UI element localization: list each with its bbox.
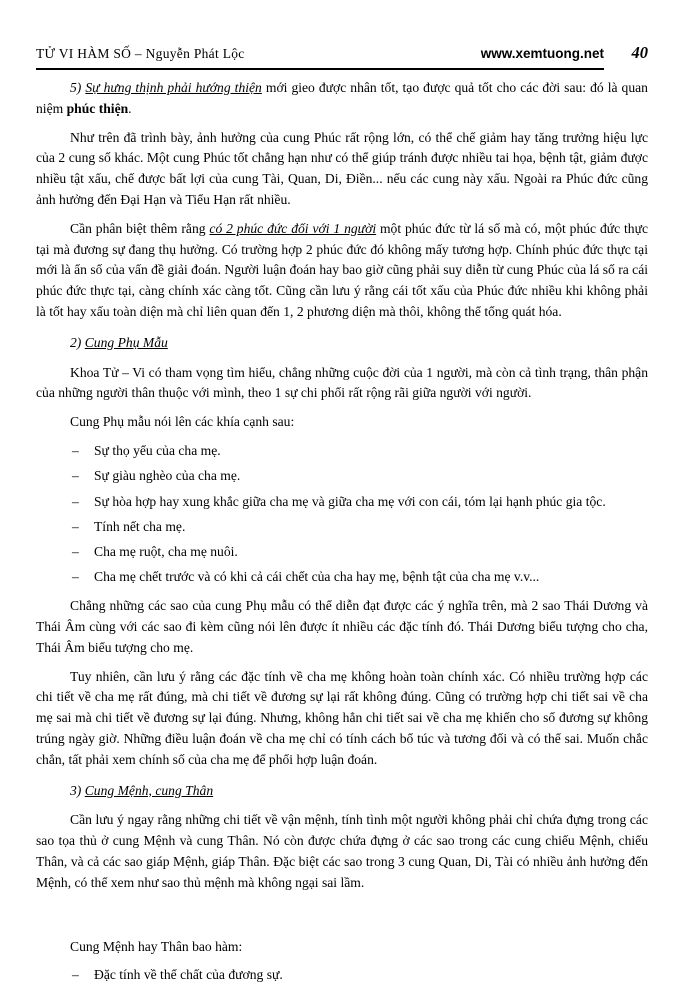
page-number: 40 bbox=[631, 43, 648, 62]
list-item bbox=[36, 441, 648, 462]
section-title: Cung Mệnh, cung Thân bbox=[84, 782, 214, 798]
dash-bullet: – bbox=[72, 442, 79, 458]
paragraph-text: một phúc đức từ lá số mà có, một phúc đức thực tại mà đương sự đang thụ hưởng. Có trường hợp 2 phúc đức đó không mấy tương hợp. Chính phúc đức thực tại mới là ẩn số của vấn đề giải đoán. Người luận đoán hay bao giờ cũng phải suy diễn từ cung Phúc của lá số ra cái phúc đức thực tại, càng chính xác càng tốt. Cũng cần lưu ý rằng cái tốt xấu của Phúc đức nhiều khi không phải là tốt hay xấu toàn diện mà chỉ liên quan đến 1, 2 phương diện mà thôi, không thể tổng quát hóa. bbox=[36, 220, 648, 319]
page-header bbox=[36, 0, 648, 63]
list-item bbox=[36, 492, 648, 513]
header-divider bbox=[36, 68, 604, 70]
paragraph-phan-biet bbox=[36, 219, 648, 323]
paragraph-nhu-tren: Như trên đã trình bày, ảnh hưởng của cung Phúc rất rộng lớn, có thể chế giảm hay tăng trưởng hiệu lực của 2 cung số khác. Một cung Phúc tốt chẳng hạn như có thể giúp tránh được nhiều tai họa, bệnh tật, giảm được nhiều tật xấu, chế được bất lợi của cung Tài, Quan, Di, Điền... nếu các cung này xấu. Ngoài ra Phúc đức cũng ảnh hưởng đến Đại Hạn và Tiểu Hạn rất nhiều. bbox=[36, 129, 648, 207]
paragraph-text: Cần phân biệt thêm rằng bbox=[70, 220, 210, 236]
page-body bbox=[36, 78, 648, 986]
paragraph-khoa-tu-vi: Khoa Tử – Vi có tham vọng tìm hiểu, chẳng những cuộc đời của 1 người, mà còn cả tình trạng, thân phận của những người thân thuộc với mình, theo 1 sự chi phối rất rộng rãi giữa người với người. bbox=[36, 364, 648, 401]
paragraph-text: mới gieo được nhân tốt, tạo được quả tốt cho các đời sau: đó là quan niệm bbox=[36, 80, 648, 116]
list-item-text: Đặc tính về thể chất của đương sự. bbox=[94, 967, 283, 983]
paragraph-khia-canh: Cung Phụ mẫu nói lên các khía cạnh sau: bbox=[70, 414, 295, 430]
list-item-text: Sự thọ yểu của cha mẹ. bbox=[94, 442, 221, 458]
list-item bbox=[36, 517, 648, 538]
section-number: 2) bbox=[70, 334, 85, 350]
list-item-text: Tính nết cha mẹ. bbox=[94, 518, 186, 534]
section-heading-phu-mau bbox=[36, 333, 648, 354]
list-item-text: Cha mẹ chết trước và có khi cả cái chết của cha hay mẹ, bệnh tật của cha mẹ v.v... bbox=[94, 569, 540, 585]
list-item bbox=[36, 466, 648, 487]
emphasized-phrase: có 2 phúc đức đối với 1 người bbox=[209, 220, 377, 236]
paragraph-text: . bbox=[128, 100, 132, 116]
list-item-text: Sự hòa hợp hay xung khắc giữa cha mẹ và giữa cha mẹ với con cái, tóm lại hạnh phúc gia tộc. bbox=[94, 493, 606, 509]
dash-bullet: – bbox=[72, 544, 79, 560]
bold-term: phúc thiện bbox=[66, 100, 129, 116]
phu-mau-aspect-list bbox=[36, 441, 648, 588]
item-number: 5) bbox=[70, 80, 86, 95]
list-item bbox=[36, 567, 648, 588]
section-heading-menh-than bbox=[36, 781, 648, 802]
dash-bullet: – bbox=[72, 468, 79, 484]
dash-bullet: – bbox=[72, 569, 79, 585]
dash-bullet: – bbox=[72, 493, 79, 509]
section-number: 3) bbox=[70, 782, 85, 798]
dash-bullet: – bbox=[72, 518, 79, 534]
list-item-text: Sự giàu nghèo của cha mẹ. bbox=[94, 468, 241, 484]
paragraph-tuy-nhien: Tuy nhiên, cần lưu ý rằng các đặc tính về cha mẹ không hoàn toàn chính xác. Có nhiều trường hợp các chi tiết về cha mẹ rất đúng, mà chi tiết về đương sự lại rất không đúng. Cũng có trường hợp chi tiết sai về cha mẹ sai mà chi tiết về đương sự lại đúng. Nhưng, không hẳn chi tiết sai về cha mẹ khiến cho số đương sự không trúng ngày giờ. Những điều luận đoán về cha mẹ chỉ có tính cách bổ túc và tương đối và có thể sai. Muốn chắc chắn, tất phải xem chính số của cha mẹ để phối hợp luận đoán. bbox=[36, 668, 648, 767]
section-title: Cung Phụ Mẫu bbox=[84, 334, 168, 350]
paragraph-can-luu-y: Cần lưu ý ngay rằng những chi tiết về vận mệnh, tính tình một người không phải chỉ chứa đựng trong các sao tọa thủ ở cung Mệnh và cung Thân. Nó còn được chứa đựng ở các sao trong các cung chiếu Mệnh, chiếu Thân, và cả các sao giáp Mệnh, giáp Thân. Đặc biệt các sao trong 3 cung Quan, Di, Tài có nhiều ảnh hưởng đến Mệnh, có thể xem như sao thủ mệnh mà không ngại sai lầm. bbox=[36, 812, 648, 890]
emphasized-phrase: Sự hưng thịnh phải hướng thiện bbox=[85, 80, 262, 95]
book-title: TỬ VI HÀM SỐ – Nguyễn Phát Lộc bbox=[36, 46, 245, 61]
paragraph-bao-ham: Cung Mệnh hay Thân bao hàm: bbox=[70, 938, 243, 954]
dash-bullet: – bbox=[72, 967, 79, 983]
list-item-text: Cha mẹ ruột, cha mẹ nuôi. bbox=[94, 544, 238, 560]
menh-than-list bbox=[36, 965, 648, 986]
list-item bbox=[36, 965, 648, 986]
paragraph-hung-thinh bbox=[36, 78, 648, 120]
paragraph-chang-nhung: Chẳng những các sao của cung Phụ mẫu có thể diễn đạt được các ý nghĩa trên, mà 2 sao Thái Dương và Thái Âm cùng với các sao đi kèm cũng nói lên được ít nhiều các đặc tính đó. Thái Dương biểu tượng cho cha, Thái Âm biểu tượng cho mẹ. bbox=[36, 598, 648, 655]
list-item bbox=[36, 542, 648, 563]
website-url: www.xemtuong.net bbox=[480, 46, 604, 61]
